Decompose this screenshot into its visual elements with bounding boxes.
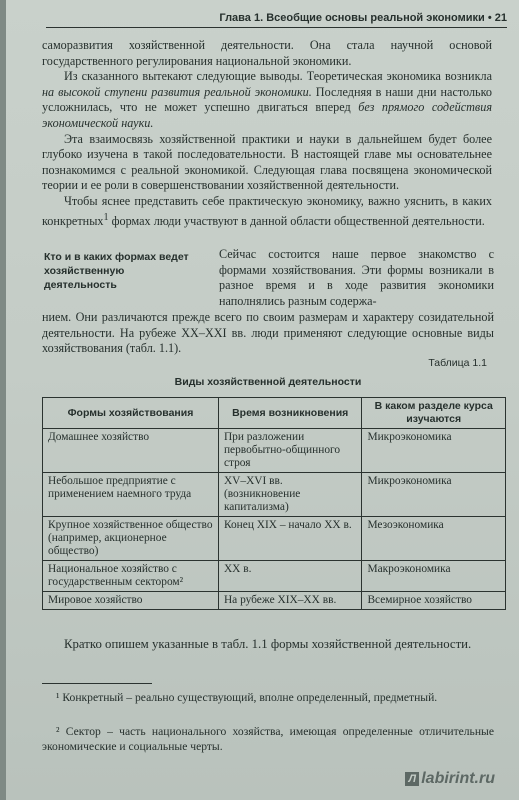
footnote-1: ¹ Конкретный – реально существующий, вполне определенный, предметный. bbox=[56, 691, 438, 704]
table-cell: Мезоэкономика bbox=[362, 517, 506, 561]
table-row bbox=[43, 429, 506, 473]
emphasis: без прямого содействия экономической науки. bbox=[42, 100, 492, 130]
table-row bbox=[43, 561, 506, 592]
book-page bbox=[6, 0, 519, 800]
table-cell: Всемирное хозяйство bbox=[362, 592, 506, 610]
table-cell: Домашнее хозяйство bbox=[43, 429, 219, 473]
after-table-paragraph: Кратко опишем указанные в табл. 1.1 формы хозяйственной деятельности. bbox=[64, 637, 472, 651]
table-cell: Национальное хозяйство с государственным сектором² bbox=[43, 561, 219, 592]
table-row bbox=[43, 473, 506, 517]
table-row bbox=[43, 517, 506, 561]
side-paragraph: Сейчас состоится наше первое знакомство с формами хозяйствования. Эти формы возникали в разное время и в ходе развития экономики наполнялись разным содержа- bbox=[219, 247, 494, 308]
table-cell: На рубеже XIX–XX вв. bbox=[218, 592, 362, 610]
paragraph-3: Эта взаимосвязь хозяйственной практики и науки в дальнейшем будет более глубоко изучена в такой последовательности. В настоящей главе мы основательнее познакомимся с реальной экономикой. Следующая глава посвящена экономической теории и ее роли в совершенствовании хозяйственной деятельности. bbox=[42, 131, 492, 193]
table-cell: Микроэкономика bbox=[362, 429, 506, 473]
economic-activity-table bbox=[42, 397, 506, 610]
table-cell: Небольшое предприятие с применением наемного труда bbox=[43, 473, 219, 517]
footnote-ref: 1 bbox=[103, 211, 109, 223]
paragraph-continuation: нием. Они различаются прежде всего по своим размерам и характеру созидательной деятельности. На рубеже XX–XXI вв. люди применяют следующие основные виды хозяйствования (табл. 1.1). bbox=[42, 310, 494, 356]
footnote-divider bbox=[42, 683, 152, 684]
table-cell: Макроэкономика bbox=[362, 561, 506, 592]
table-cell: XV–XVI вв. (возникновение капитализма) bbox=[218, 473, 362, 517]
table-header-row bbox=[43, 398, 506, 429]
table-row bbox=[43, 592, 506, 610]
running-header: Глава 1. Всеобщие основы реальной экономики • 21 bbox=[46, 6, 507, 28]
table-caption: Виды хозяйственной деятельности bbox=[174, 376, 362, 388]
column-header: Время возникновения bbox=[218, 398, 362, 429]
table-cell: Конец XIX – начало XX в. bbox=[218, 517, 362, 561]
body-text bbox=[42, 38, 492, 229]
labirint-logo-icon: Л bbox=[405, 772, 419, 786]
table-cell: При разложении первобытно-общинного строя bbox=[218, 429, 362, 473]
table-cell: Микроэкономика bbox=[362, 473, 506, 517]
table-cell: XX в. bbox=[218, 561, 362, 592]
paragraph-2: Из сказанного вытекают следующие выводы. Теоретическая экономика возникла на высокой ступени развития реальной экономики. Последняя в наши дни настолько усложнилась, что не может успешно двигаться вперед без прямого содействия экономической науки. bbox=[42, 69, 492, 130]
column-header: В каком разделе курса изучаются bbox=[362, 398, 506, 429]
table-cell: Крупное хозяйственное общество (например, акционерное общество) bbox=[43, 517, 219, 561]
table-label: Таблица 1.1 bbox=[428, 357, 487, 369]
emphasis: на высокой ступени развития реальной экономики. bbox=[42, 84, 312, 99]
footnote-2: ² Сектор – часть национального хозяйства, имеющая определенные отличительные экономические и социальные черты. bbox=[42, 725, 494, 753]
paragraph-4: Чтобы яснее представить себе практическую экономику, важно уяснить, в каких конкретных$^1$ формах люди участвуют в данной области общественной деятельности. bbox=[42, 193, 492, 228]
watermark-logo: Л labirint.ru bbox=[405, 770, 495, 788]
column-header: Формы хозяйствования bbox=[43, 398, 219, 429]
side-heading: Кто и в каких формах ведет хозяйственную деятельность bbox=[44, 251, 189, 291]
paragraph-1: саморазвития хозяйственной деятельности. Она стала научной основой государственного регулирования национальной экономики. bbox=[42, 38, 492, 68]
table-cell: Мировое хозяйство bbox=[43, 592, 219, 610]
